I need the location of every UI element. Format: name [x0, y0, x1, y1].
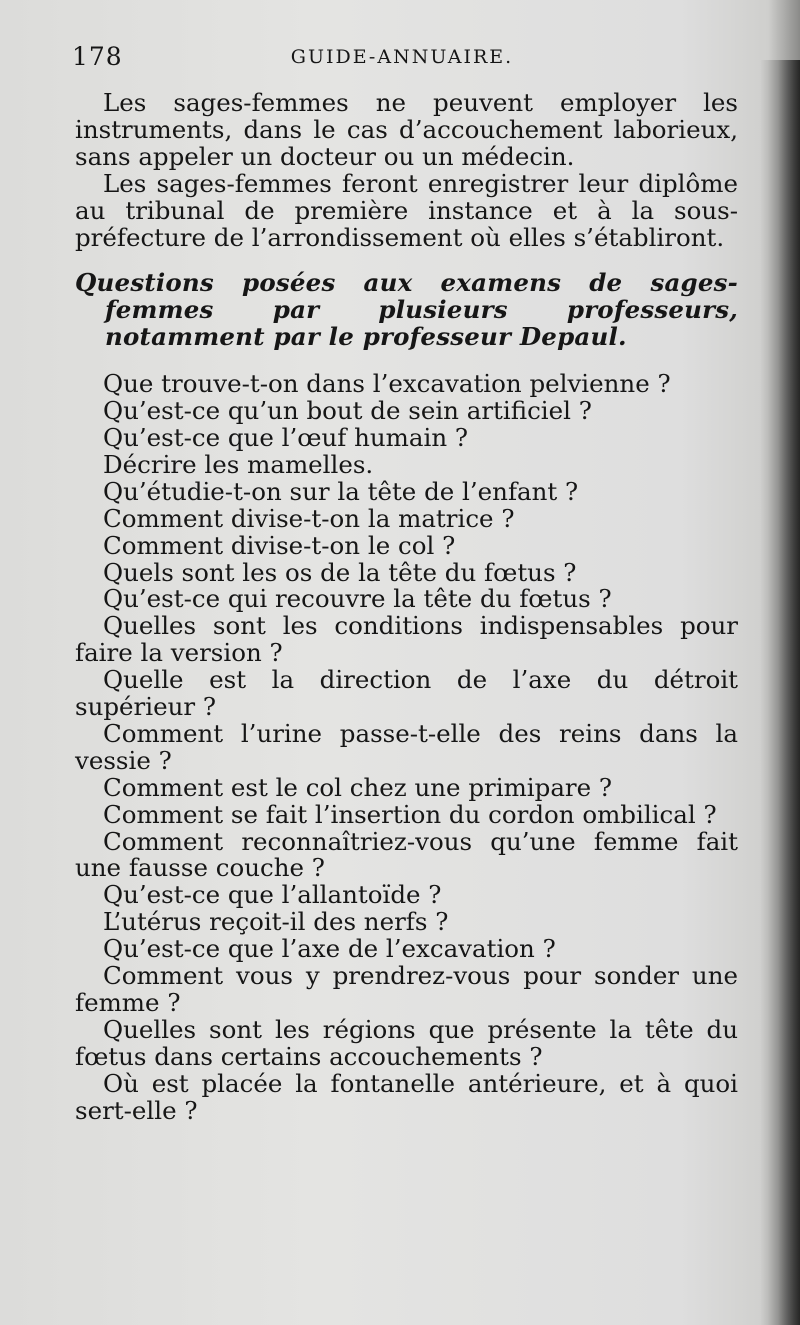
paragraph: Les sages-femmes ne peuvent employer les instruments, dans le cas d’accouchement laborieux, sans appeler un docteur ou un médecin.: [75, 88, 738, 171]
body-text: [75, 90, 738, 1125]
question-item: Quelles sont les conditions indispensables pour faire la version ?: [75, 611, 738, 668]
question-item: L’utérus reçoit-il des nerfs ?: [103, 907, 449, 937]
question-item: Comment vous y prendrez-vous pour sonder une femme ?: [75, 961, 738, 1017]
question-item: Quelles sont les régions que présente la tête du fœtus dans certains accouchements ?: [75, 1014, 738, 1071]
question-item: Quelle est la direction de l’axe du détroit supérieur ?: [75, 665, 738, 722]
question-item: Comment est le col chez une primipare ?: [103, 772, 613, 802]
question-item: Décrire les mamelles.: [103, 449, 374, 479]
question-item: Quels sont les os de la tête du fœtus ?: [103, 557, 577, 587]
question-item: Qu’est-ce que l’œuf humain ?: [103, 422, 469, 452]
question-item: Comment se fait l’insertion du cordon ombilical ?: [103, 799, 717, 829]
paragraph: Les sages-femmes feront enregistrer leur diplôme au tribunal de première instance et à la sous-préfecture de l’arrondissement où elles s’établiront.: [75, 168, 738, 252]
question-item: Où est placée la fontanelle antérieure, et à quoi sert-elle ?: [75, 1068, 738, 1125]
question-item: Comment reconnaîtriez-vous qu’une femme fait une fausse couche ?: [75, 826, 738, 883]
page-number: 178: [72, 42, 123, 71]
question-item: Qu’est-ce que l’axe de l’excavation ?: [103, 934, 556, 964]
question-item: Comment divise-t-on la matrice ?: [103, 503, 515, 533]
question-item: Que trouve-t-on dans l’excavation pelvienne ?: [103, 369, 671, 399]
section-heading: Questions posées aux examens de sages-femmes par plusieurs professeurs, notamment par le professeur Depaul.: [75, 268, 738, 352]
question-item: Qu’est-ce qui recouvre la tête du fœtus ?: [103, 584, 612, 614]
page-edge-shadow: [760, 60, 800, 1325]
page-header: [72, 42, 732, 76]
question-item: Qu’étudie-t-on sur la tête de l’enfant ?: [103, 476, 579, 506]
question-item: Qu’est-ce qu’un bout de sein artificiel ?: [103, 396, 592, 426]
question-item: Qu’est-ce que l’allantoïde ?: [103, 880, 442, 910]
question-list: [75, 371, 738, 1124]
question-item: Comment divise-t-on le col ?: [103, 530, 456, 560]
question-item: Comment l’urine passe-t-elle des reins dans la vessie ?: [75, 718, 738, 775]
running-title: GUIDE-ANNUAIRE.: [290, 46, 514, 68]
